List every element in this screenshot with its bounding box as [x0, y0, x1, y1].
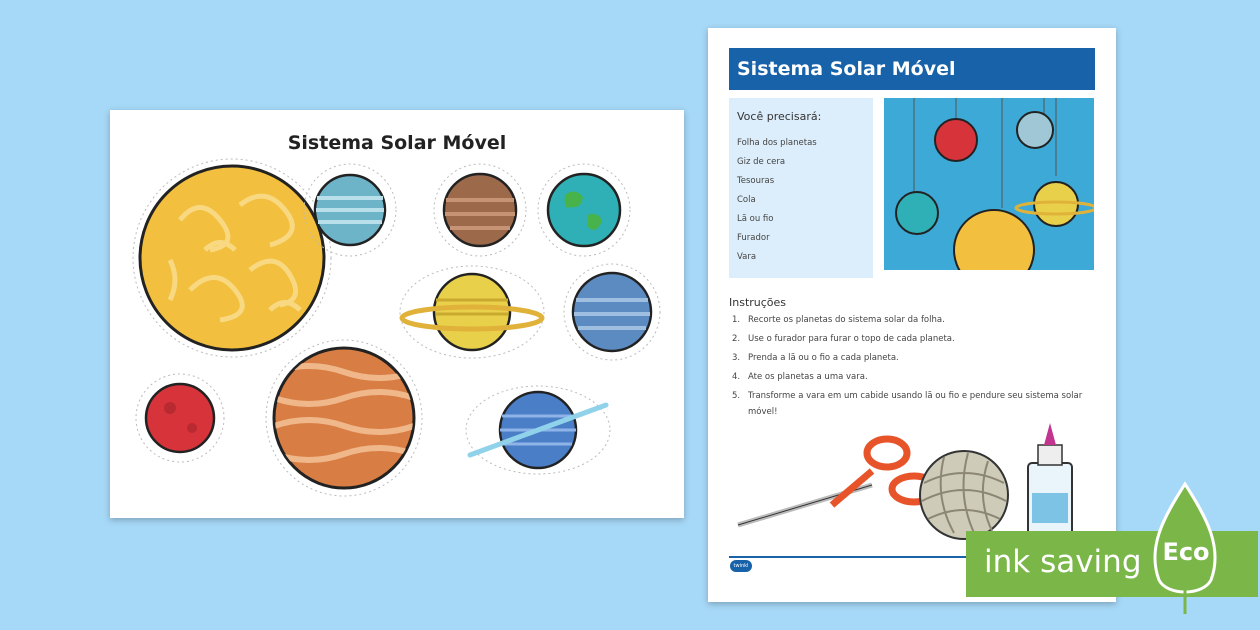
mercury-planet [434, 164, 526, 256]
material-item: Lã ou fio [737, 214, 774, 224]
mars-planet [136, 374, 224, 462]
yarn-ball-icon [920, 451, 1008, 539]
instruction-item: 5. Transforme a vara em um cabide usando lã ou fio e pendure seu sistema solar móvel! [732, 391, 1083, 417]
neptune-planet [564, 264, 660, 360]
materials-box [729, 98, 873, 278]
materials-title: Você precisará: [737, 110, 822, 123]
planets-sheet [110, 110, 684, 518]
earth-planet [538, 164, 630, 256]
twinkl-logo: twinkl [730, 560, 752, 572]
instruction-item: 1. Recorte os planetas do sistema solar da folha. [732, 315, 945, 325]
instructions-sheet-title: Sistema Solar Móvel [729, 48, 1095, 90]
instructions-title: Instruções [729, 296, 787, 309]
material-item: Tesouras [737, 176, 775, 186]
scissors-icon [738, 439, 936, 525]
ringed-planet [466, 386, 610, 474]
instruction-item: 2. Use o furador para furar o topo de cada planeta. [732, 334, 955, 344]
planets-sheet-title: Sistema Solar Móvel [287, 132, 507, 154]
ink-saving-label: ink saving [984, 544, 1142, 580]
materials-list [737, 134, 817, 267]
material-item: Furador [737, 233, 770, 243]
instructions-list [732, 312, 1092, 423]
planets-illustration [110, 110, 684, 518]
jupiter-planet [266, 340, 422, 496]
material-item: Folha dos planetas [737, 138, 817, 148]
instruction-item: 3. Prenda a lã ou o fio a cada planeta. [732, 353, 899, 363]
material-item: Vara [737, 252, 757, 262]
sun-planet [133, 159, 331, 357]
instructions-sheet [708, 28, 1116, 602]
saturn-planet [400, 266, 544, 358]
mobile-picture [884, 98, 1094, 270]
material-item: Giz de cera [737, 157, 786, 167]
eco-label: Eco [1162, 538, 1210, 566]
material-item: Cola [737, 195, 756, 205]
instruction-item: 4. Ate os planetas a uma vara. [732, 372, 868, 382]
